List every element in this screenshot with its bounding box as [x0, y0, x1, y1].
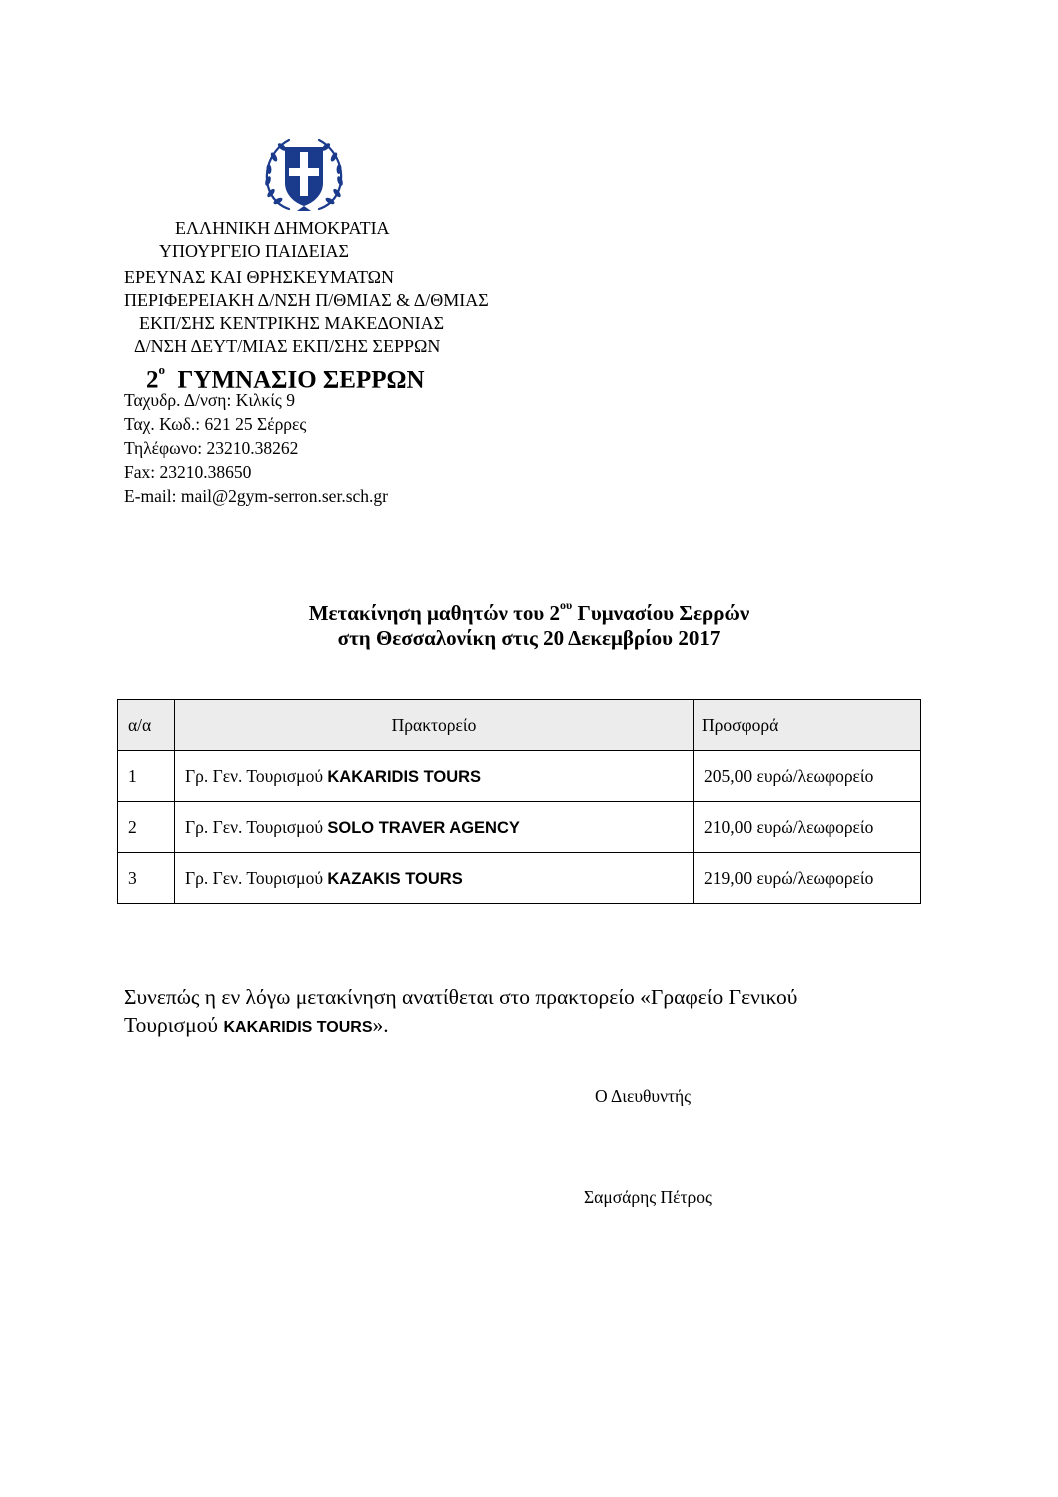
column-header-agency: Πρακτορείο	[175, 700, 694, 751]
row-agency: Γρ. Γεν. Τουρισμού KAKARIDIS TOURS	[175, 751, 694, 802]
conclusion-line2: Τουρισμού KAKARIDIS TOURS».	[124, 1013, 389, 1037]
row-number: 3	[118, 853, 175, 904]
contact-postcode: Ταχ. Κωδ.: 621 25 Σέρρες	[124, 414, 307, 434]
row-number: 1	[118, 751, 175, 802]
row-offer: 210,00 ευρώ/λεωφορείο	[694, 802, 921, 853]
header-republic: ΕΛΛΗΝΙΚΗ ΔΗΜΟΚΡΑΤΙΑ	[175, 218, 390, 238]
table-row	[118, 802, 921, 853]
offers-table	[117, 699, 921, 904]
signature-name: Σαμσάρης Πέτρος	[584, 1187, 712, 1207]
row-agency: Γρ. Γεν. Τουρισμού SOLO TRAVER AGENCY	[175, 802, 694, 853]
document-title-line2: στη Θεσσαλονίκη στις 20 Δεκεμβρίου 2017	[337, 626, 721, 650]
school-name: $2^o$ ΓΥΜΝΑΣΙΟ ΣΕΡΡΩΝ	[146, 362, 425, 394]
header-ministry: ΥΠΟΥΡΓΕΙΟ ΠΑΙΔΕΙΑΣ	[159, 241, 350, 261]
header-ministry-cont: ΕΡΕΥΝΑΣ ΚΑΙ ΘΡΗΣΚΕΥΜΑΤΩΝ	[124, 267, 395, 287]
header-region: ΕΚΠ/ΣΗΣ ΚΕΝΤΡΙΚΗΣ ΜΑΚΕΔΟΝΙΑΣ	[139, 313, 445, 333]
column-header-offer: Προσφορά	[694, 700, 921, 751]
row-number: 2	[118, 802, 175, 853]
row-offer: 205,00 ευρώ/λεωφορείο	[694, 751, 921, 802]
row-offer: 219,00 ευρώ/λεωφορείο	[694, 853, 921, 904]
table-row	[118, 751, 921, 802]
contact-fax: Fax: 23210.38650	[124, 462, 252, 482]
conclusion-line1: Συνεπώς η εν λόγω μετακίνηση ανατίθεται στο πρακτορείο «Γραφείο Γενικού	[124, 985, 798, 1009]
table-row	[118, 853, 921, 904]
document-title-line1: Μετακίνηση μαθητών του $2^{o\upsilon}$ Γυμνασίου Σερρών	[308, 598, 750, 625]
column-header-number: α/α	[118, 700, 175, 751]
header-secondary-directorate: Δ/ΝΣΗ ΔΕΥΤ/ΜΙΑΣ ΕΚΠ/ΣΗΣ ΣΕΡΡΩΝ	[134, 336, 441, 356]
row-agency: Γρ. Γεν. Τουρισμού KAZAKIS TOURS	[175, 853, 694, 904]
contact-email: E-mail: mail@2gym-serron.ser.sch.gr	[124, 486, 388, 506]
signature-role: Ο Διευθυντής	[595, 1086, 692, 1106]
greek-coat-of-arms-icon	[259, 133, 349, 217]
contact-address: Ταχυδρ. Δ/νση: Κιλκίς 9	[124, 390, 295, 410]
table-header-row	[118, 700, 921, 751]
contact-phone: Τηλέφωνο: 23210.38262	[124, 438, 299, 458]
header-regional-directorate: ΠΕΡΙΦΕΡΕΙΑΚΗ Δ/ΝΣΗ Π/ΘΜΙΑΣ & Δ/ΘΜΙΑΣ	[124, 290, 489, 310]
